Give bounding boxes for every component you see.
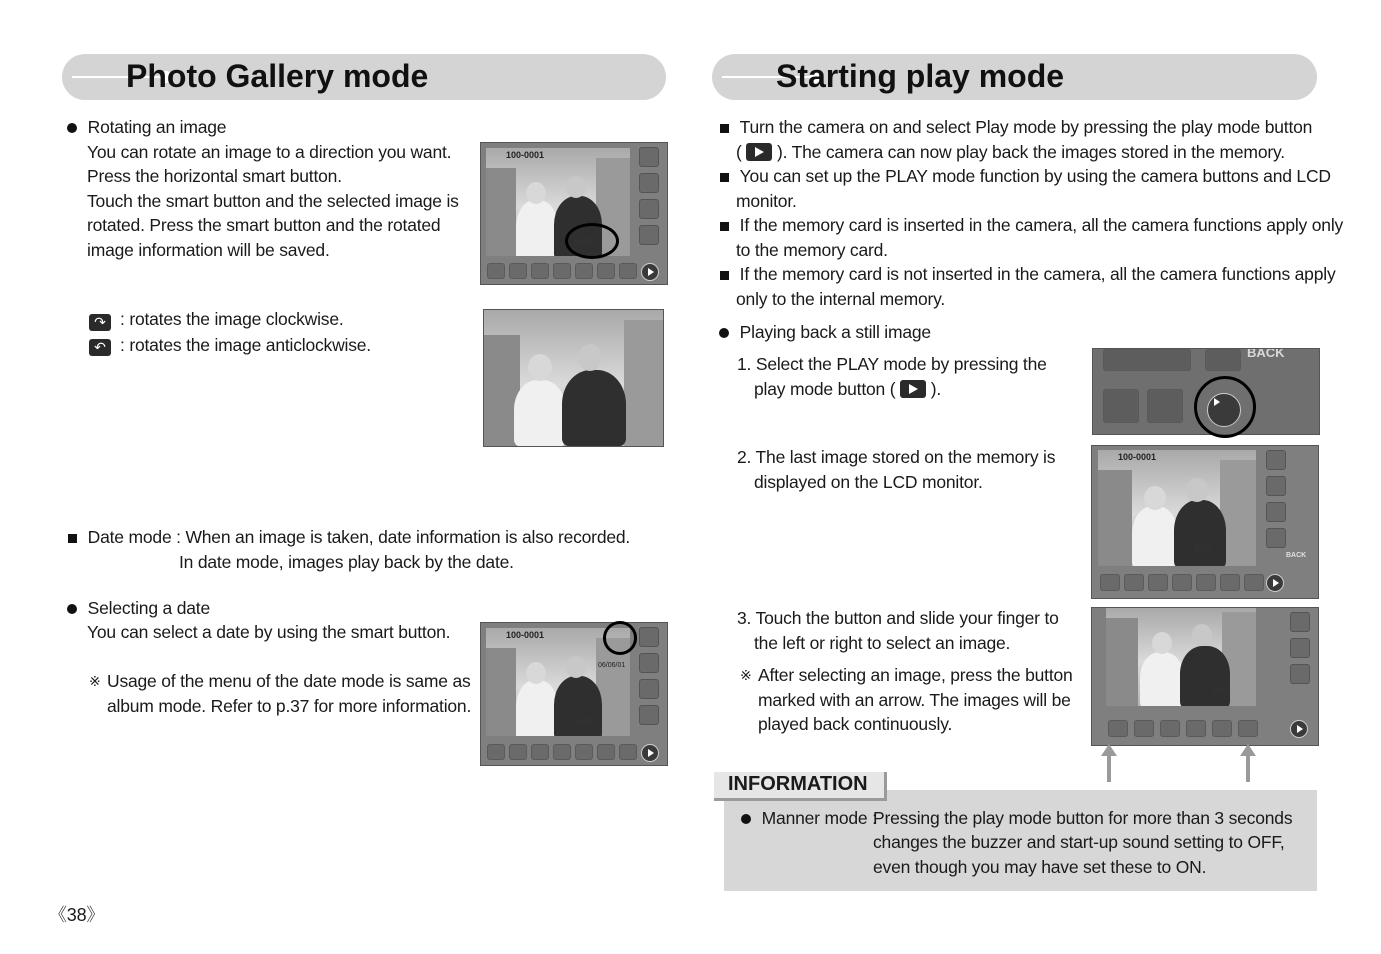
step-1-text: play mode button ( xyxy=(754,379,896,399)
camera-screen-rotate xyxy=(480,142,668,285)
step-1-line-1: 1. Select the PLAY mode by pressing the xyxy=(737,354,1047,374)
manner-mode-text-1: Pressing the play mode button for more than 3 seconds xyxy=(873,808,1293,828)
date-mode-text: Date mode : When an image is taken, date information is also recorded. xyxy=(87,527,631,547)
bullet-dot-icon xyxy=(67,123,77,133)
highlight-ring xyxy=(1194,376,1256,438)
highlight-ring xyxy=(565,223,619,259)
bullet-text: ). The camera can now play back the images stored in the memory. xyxy=(776,142,1285,162)
edit-label: Edit xyxy=(574,236,592,247)
step-3-note-3: played back continuously. xyxy=(758,714,953,734)
edit-label: Edit xyxy=(574,716,592,727)
date-mode-line-1 xyxy=(68,525,630,550)
back-label: BACK xyxy=(1247,348,1285,360)
manner-mode-line-1 xyxy=(741,806,877,831)
step-2-line-1: 2. The last image stored on the memory is xyxy=(737,447,1056,467)
rotating-line-5: image information will be saved. xyxy=(87,240,330,260)
manner-mode-text-2: changes the buzzer and start-up sound setting to OFF, xyxy=(873,832,1285,852)
bullet-text: You can set up the PLAY mode function by using the camera buttons and LCD xyxy=(739,166,1331,186)
date-label: 06/06/01 xyxy=(598,662,626,669)
play-round-icon xyxy=(641,744,659,762)
step-1-line-2 xyxy=(754,377,941,402)
lcd-image xyxy=(484,310,663,446)
left-page-title: Photo Gallery mode xyxy=(126,58,429,94)
bullet-text: Turn the camera on and select Play mode by pressing the play mode button xyxy=(739,117,1313,137)
step-3-line-2: the left or right to select an image. xyxy=(754,633,1011,653)
bullet-text: If the memory card is inserted in the camera, all the camera functions apply only xyxy=(739,215,1344,235)
step-1-text-end: ). xyxy=(930,379,941,399)
selecting-heading-text: Selecting a date xyxy=(87,598,210,618)
bullet-3-line-2: to the memory card. xyxy=(736,240,888,260)
selecting-note-1: Usage of the menu of the date mode is same as xyxy=(107,671,471,691)
note-mark: ※ xyxy=(89,673,101,689)
bullet-square-icon xyxy=(720,271,729,280)
back-label: BACK xyxy=(1286,552,1307,559)
rotate-anticlockwise-icon: ↶ xyxy=(89,339,111,356)
step-2-line-2: displayed on the LCD monitor. xyxy=(754,472,983,492)
play-button-icon xyxy=(900,380,926,398)
manner-mode-label: Manner mode : xyxy=(761,808,877,828)
bullet-3-line-1 xyxy=(720,213,1343,238)
lcd-image xyxy=(1106,608,1256,706)
play-round-icon xyxy=(1290,720,1308,738)
bullet-text: If the memory card is not inserted in the camera, all the camera functions apply xyxy=(739,264,1336,284)
rotating-line-4: rotated. Press the smart button and the rotated xyxy=(87,215,441,235)
bullet-square-icon xyxy=(720,222,729,231)
play-round-icon xyxy=(1266,574,1284,592)
camera-screen-rotated xyxy=(483,309,664,447)
rotate-clockwise-icon: ↷ xyxy=(89,314,111,331)
bullet-2-line-2: monitor. xyxy=(736,191,797,211)
arrow-up-icon xyxy=(1107,754,1111,782)
right-title-banner xyxy=(712,54,1317,100)
bullet-square-icon xyxy=(720,173,729,182)
selecting-line-1: You can select a date by using the smart button. xyxy=(87,622,451,642)
bullet-2-line-1 xyxy=(720,164,1331,189)
bullet-square-icon xyxy=(68,534,77,543)
camera-screen-date xyxy=(480,622,668,766)
selecting-heading xyxy=(67,596,210,621)
rotating-heading xyxy=(67,115,226,140)
bullet-dot-icon xyxy=(741,814,751,824)
bullet-square-icon xyxy=(720,124,729,133)
right-page-title: Starting play mode xyxy=(776,58,1065,94)
edit-label: Edit xyxy=(1212,684,1230,695)
highlight-ring xyxy=(603,621,637,655)
camera-screen-slide xyxy=(1091,607,1319,746)
rotate-cw-text: : rotates the image clockwise. xyxy=(120,309,344,329)
paren-open: ( xyxy=(736,142,742,162)
rotating-line-3: Touch the smart button and the selected image is xyxy=(87,191,459,211)
rotate-acw-text: : rotates the image anticlockwise. xyxy=(120,335,371,355)
step-3-note-2: marked with an arrow. The images will be xyxy=(758,690,1071,710)
note-mark: ※ xyxy=(740,667,752,683)
bullet-1-line-2 xyxy=(736,140,1285,165)
playing-heading xyxy=(719,320,931,345)
bullet-1-line-1 xyxy=(720,115,1312,140)
date-mode-line-2: In date mode, images play back by the date. xyxy=(179,552,514,572)
information-tab xyxy=(714,772,887,801)
file-number: 100-0001 xyxy=(1118,452,1157,462)
rotating-heading-text: Rotating an image xyxy=(87,117,227,137)
lcd-image xyxy=(1098,450,1256,566)
bullet-dot-icon xyxy=(719,328,729,338)
play-round-icon xyxy=(641,263,659,281)
page-number: 《38》 xyxy=(49,905,105,925)
left-title-banner xyxy=(62,54,666,100)
camera-screen-last-image xyxy=(1091,445,1319,599)
arrow-up-icon xyxy=(1246,754,1250,782)
file-number: 100-0001 xyxy=(506,630,545,640)
edit-label: Edit xyxy=(1194,544,1212,555)
information-tab-label: INFORMATION xyxy=(728,773,868,795)
bullet-dot-icon xyxy=(67,604,77,614)
manner-mode-text-3: even though you may have set these to ON. xyxy=(873,857,1207,877)
playing-heading-text: Playing back a still image xyxy=(739,322,931,342)
step-3-note-1: After selecting an image, press the button xyxy=(758,665,1073,685)
bullet-4-line-1 xyxy=(720,262,1336,287)
file-number: 100-0001 xyxy=(506,150,545,160)
rotating-line-1: You can rotate an image to a direction you want. xyxy=(87,142,452,162)
bullet-4-line-2: only to the internal memory. xyxy=(736,289,946,309)
selecting-note-2: album mode. Refer to p.37 for more information. xyxy=(107,696,472,716)
step-3-line-1: 3. Touch the button and slide your finger to xyxy=(737,608,1059,628)
play-button-icon xyxy=(746,143,772,161)
rotating-line-2: Press the horizontal smart button. xyxy=(87,166,342,186)
